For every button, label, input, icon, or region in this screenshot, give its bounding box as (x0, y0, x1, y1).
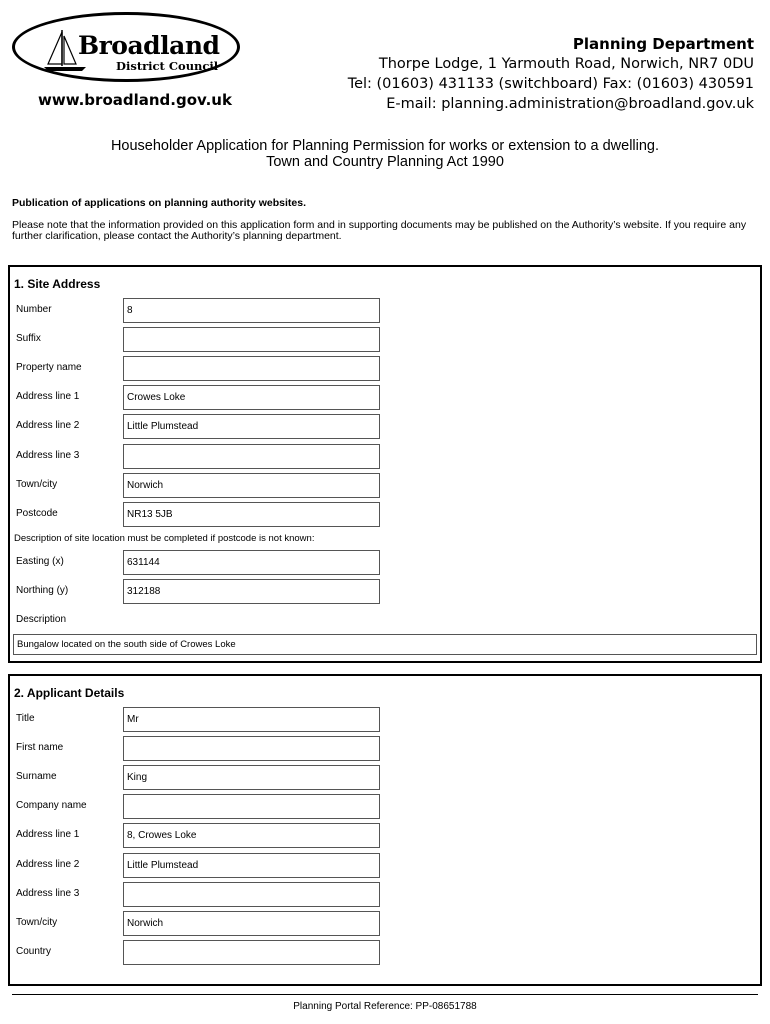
logo-name: Broadland (78, 31, 220, 60)
field-label: Suffix (16, 333, 41, 344)
number-field[interactable]: 8 (123, 298, 380, 323)
department-contact (348, 34, 754, 114)
website-link[interactable]: www.broadland.gov.uk (38, 91, 232, 109)
department-phones: Tel: (01603) 431133 (switchboard) Fax: (01603) 430591 (347, 76, 754, 92)
document-title (0, 138, 770, 170)
publication-heading: Publication of applications on planning authority websites. (12, 197, 307, 209)
field-label: Address line 2 (16, 420, 80, 431)
form-row-description (10, 608, 760, 634)
field-label: Country (16, 946, 52, 957)
department-title: Planning Department (572, 35, 754, 53)
field-label: Address line 3 (16, 450, 80, 461)
town-city-field[interactable]: Norwich (123, 473, 380, 498)
address-line-2-field[interactable]: Little Plumstead (123, 414, 380, 439)
country-field[interactable] (123, 940, 380, 965)
applicant-address-line-2-field[interactable]: Little Plumstead (123, 853, 380, 878)
field-label: Property name (16, 362, 82, 373)
field-label: Number (16, 304, 52, 315)
field-label: Address line 2 (16, 859, 80, 870)
field-label: Postcode (16, 508, 58, 519)
form-row-surname (10, 765, 760, 791)
form-row-applicant-address-line-3 (10, 882, 760, 908)
council-logo (12, 12, 244, 92)
form-row-applicant-address-line-2 (10, 853, 760, 879)
field-label: Company name (16, 800, 87, 811)
first-name-field[interactable] (123, 736, 380, 761)
surname-field[interactable]: King (123, 765, 380, 790)
form-row-country (10, 940, 760, 966)
title-field[interactable]: Mr (123, 707, 380, 732)
field-label: Address line 1 (16, 829, 80, 840)
address-line-3-field[interactable] (123, 444, 380, 469)
form-row-northing (10, 579, 760, 605)
postcode-field[interactable]: NR13 5JB (123, 502, 380, 527)
field-label: Description (16, 614, 67, 625)
applicant-town-city-field[interactable]: Norwich (123, 911, 380, 936)
field-label: First name (16, 742, 64, 753)
site-address-section (8, 265, 762, 663)
easting-field[interactable]: 631144 (123, 550, 380, 575)
property-name-field[interactable] (123, 356, 380, 381)
company-name-field[interactable] (123, 794, 380, 819)
form-row-title (10, 707, 760, 733)
applicant-address-line-1-field[interactable]: 8, Crowes Loke (123, 823, 380, 848)
document-title-line2: Town and Country Planning Act 1990 (266, 154, 504, 170)
form-row-applicant-town-city (10, 911, 760, 937)
suffix-field[interactable] (123, 327, 380, 352)
form-row-number (10, 298, 760, 324)
field-label: Town/city (16, 917, 58, 928)
section-title: 2. Applicant Details (14, 686, 125, 700)
form-row-first-name (10, 736, 760, 762)
field-label: Address line 1 (16, 391, 80, 402)
publication-text: Please note that the information provided on this application form and in supporting documents may be published on the Authority’s website. If you require any further clarification, please contact the Authority’s planning department. (12, 219, 747, 242)
footer-divider (12, 994, 758, 995)
address-line-1-field[interactable]: Crowes Loke (123, 385, 380, 410)
document-title-line1: Householder Application for Planning Permission for works or extension to a dwelling. (110, 138, 660, 154)
form-row-address-line-3 (10, 444, 760, 470)
applicant-address-line-3-field[interactable] (123, 882, 380, 907)
field-label: Northing (y) (16, 585, 69, 596)
form-row-easting (10, 550, 760, 576)
form-row-suffix (10, 327, 760, 353)
field-label: Surname (16, 771, 57, 782)
form-row-company-name (10, 794, 760, 820)
section-title: 1. Site Address (14, 277, 101, 291)
logo-subtitle: District Council (116, 59, 219, 73)
portal-reference: Planning Portal Reference: PP-08651788 (293, 1001, 477, 1012)
applicant-details-section (8, 674, 762, 986)
form-row-town-city (10, 473, 760, 499)
northing-field[interactable]: 312188 (123, 579, 380, 604)
form-row-postcode (10, 502, 760, 528)
field-label: Address line 3 (16, 888, 80, 899)
department-address: Thorpe Lodge, 1 Yarmouth Road, Norwich, NR7 0DU (378, 56, 754, 72)
department-email: E-mail: planning.administration@broadland.gov.uk (386, 96, 754, 112)
description-field[interactable]: Bungalow located on the south side of Crowes Loke (13, 634, 757, 655)
form-row-address-line-2 (10, 414, 760, 440)
field-label: Easting (x) (16, 556, 64, 567)
form-row-applicant-address-line-1 (10, 823, 760, 849)
location-note: Description of site location must be completed if postcode is not known: (14, 533, 315, 544)
field-label: Title (16, 713, 35, 724)
form-row-property-name (10, 356, 760, 382)
field-label: Town/city (16, 479, 58, 490)
form-row-address-line-1 (10, 385, 760, 411)
